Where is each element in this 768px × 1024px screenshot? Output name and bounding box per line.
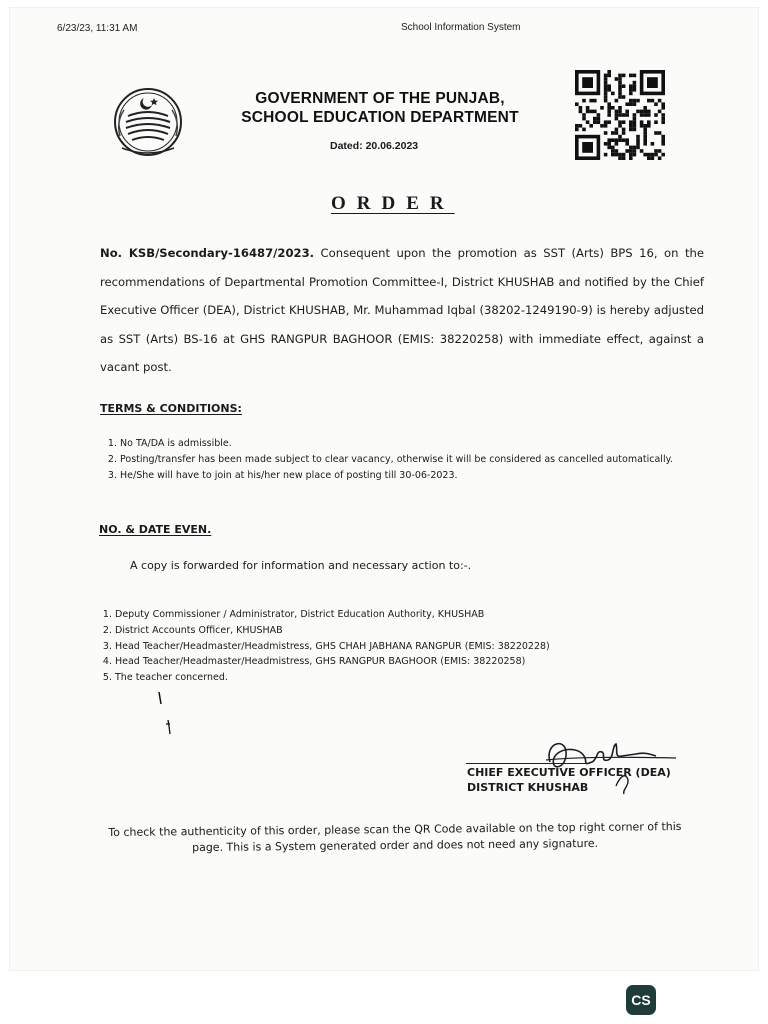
terms-list [100, 436, 702, 484]
signatory-title: CHIEF EXECUTIVE OFFICER (DEA) [467, 766, 671, 779]
term-item: 2. Posting/transfer has been made subject to clear vacancy, otherwise it will be considered as cancelled automatically. [120, 452, 702, 468]
punjab-emblem-icon [110, 84, 186, 160]
order-body: Consequent upon the promotion as SST (Arts) BPS 16, on the recommendations of Departmental Promotion Committee-I, District KHUSHAB and notified by the Chief Executive Officer (DEA), District KHUSHAB, Mr. Muhammad Iqbal (38202-1249190-9) is hereby adjusted as SST (Arts) BS-16 at GHS RANGPUR BAGHOOR (EMIS: 38220258) with immediate effect, against a vacant post. [100, 246, 704, 374]
qr-code-icon[interactable] [575, 70, 670, 162]
copy-list [97, 607, 657, 686]
copy-item: 4. Head Teacher/Headmaster/Headmistress, GHS RANGPUR BAGHOOR (EMIS: 38220258) [115, 654, 657, 670]
authenticity-note: To check the authenticity of this order, please scan the QR Code available on the top right corner of this page. This is a System generated order and does not need any signature. [108, 819, 682, 855]
heading-line-1: GOVERNMENT OF THE PUNJAB, [255, 90, 505, 107]
government-heading [215, 89, 545, 127]
order-number: No. KSB/Secondary-16487/2023. [100, 246, 315, 260]
term-item: 3. He/She will have to join at his/her new place of posting till 30-06-2023. [120, 468, 702, 484]
signatory-block [467, 765, 671, 795]
signatory-district: DISTRICT KHUSHAB [467, 781, 589, 794]
order-date: Dated: 20.06.2023 [330, 140, 419, 152]
even-heading: NO. & DATE EVEN. [99, 523, 212, 536]
order-paragraph [100, 239, 704, 382]
terms-heading: TERMS & CONDITIONS: [100, 402, 242, 415]
copy-item: 2. District Accounts Officer, KHUSHAB [115, 623, 657, 639]
print-timestamp: 6/23/23, 11:31 AM [57, 23, 138, 34]
system-title: School Information System [401, 22, 521, 33]
order-title: ORDER [331, 193, 455, 214]
camscanner-badge: CS [626, 985, 656, 1015]
copy-item: 5. The teacher concerned. [115, 670, 657, 686]
pen-mark [156, 690, 176, 740]
copy-item: 1. Deputy Commissioner / Administrator, District Education Authority, KHUSHAB [115, 607, 657, 623]
copy-item: 3. Head Teacher/Headmaster/Headmistress, GHS CHAH JABHANA RANGPUR (EMIS: 38220228) [115, 639, 657, 655]
heading-line-2: SCHOOL EDUCATION DEPARTMENT [241, 109, 519, 126]
signature-line [466, 763, 586, 764]
copy-intro: A copy is forwarded for information and necessary action to:-. [130, 559, 472, 572]
term-item: 1. No TA/DA is admissible. [120, 436, 702, 452]
